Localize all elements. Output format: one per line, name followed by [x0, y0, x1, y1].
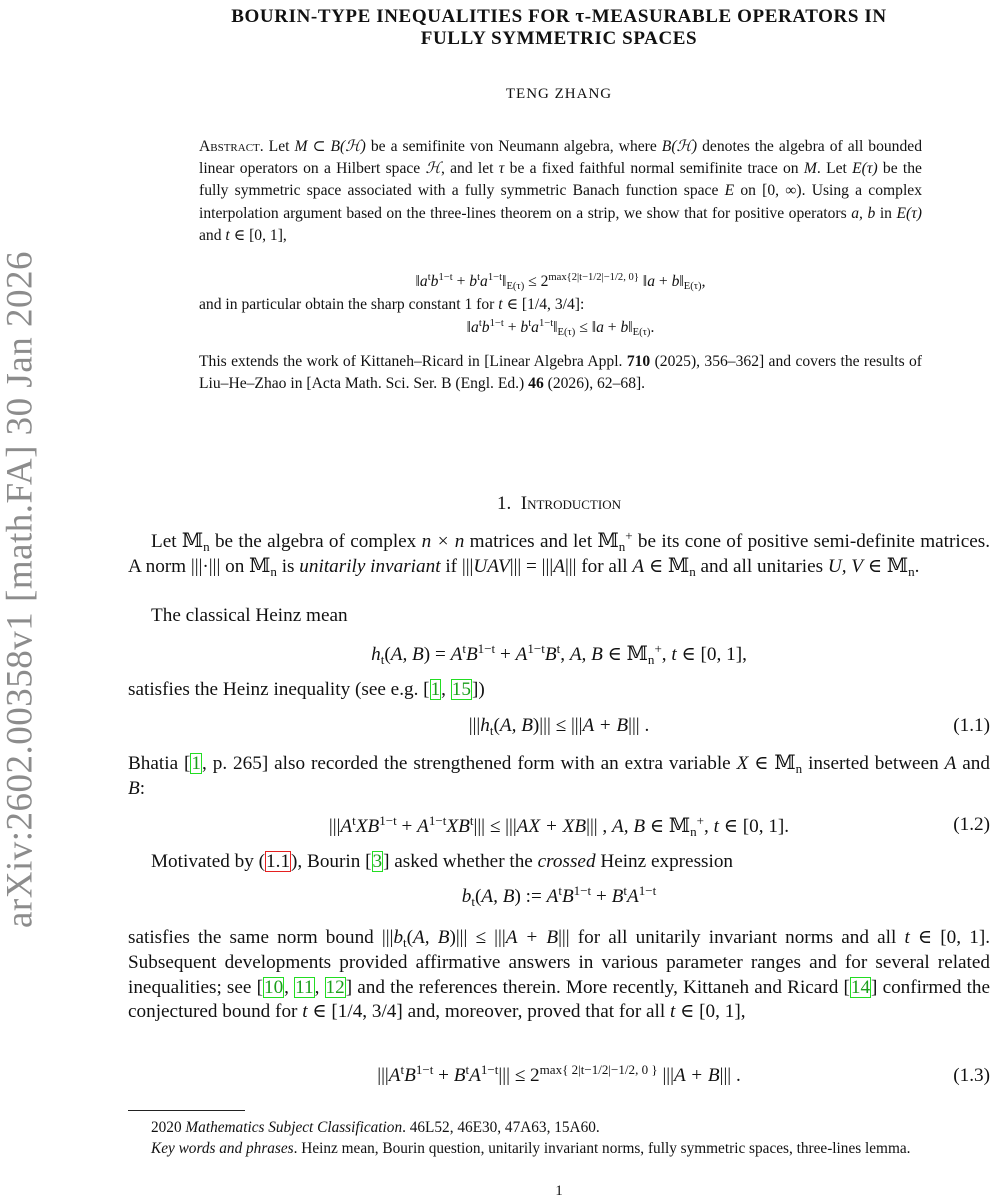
text-run: ‖ — [502, 273, 507, 290]
math: B — [561, 886, 574, 907]
text-run: , — [661, 644, 672, 665]
text-run: ‖ — [553, 319, 558, 336]
superscript: + — [625, 527, 633, 543]
text-run: )||| ≤ ||| — [532, 715, 583, 736]
math: A + B — [582, 715, 629, 736]
superscript: 1−t — [527, 640, 545, 656]
superscript: t — [558, 882, 562, 898]
equation-crossed-heinz — [128, 882, 990, 909]
text-run: + — [503, 319, 521, 336]
math: B(ℋ) — [661, 138, 698, 155]
math: M ⊂ B(ℋ) — [294, 138, 366, 155]
subscript: E(τ) — [632, 327, 651, 339]
math: A — [388, 1065, 401, 1086]
text-run: on [0, ∞). Using a complex interpolation argument based on the three-lines theorem on a strip, we show that for positive operators — [199, 182, 923, 222]
text-run: (2025), 356–362] and covers the results of Liu–He–Zhao in [Acta Math. Sci. Ser. B (Engl. Ed.) — [199, 353, 923, 393]
math: A — [944, 753, 957, 774]
text-run: ) := — [514, 886, 547, 907]
text-run: + — [433, 1065, 454, 1086]
math: t — [904, 927, 910, 948]
text-run: and — [956, 753, 990, 774]
math: t — [671, 644, 677, 665]
subscript: n — [618, 538, 626, 554]
math: A — [417, 816, 429, 837]
text-run: ‖ — [415, 273, 420, 290]
emphasis: unitarily invariant — [299, 555, 441, 577]
citation-link[interactable]: 10 — [263, 976, 284, 998]
equation-number: (1.3) — [953, 1065, 990, 1086]
math: A — [546, 886, 559, 907]
math: n × n — [421, 531, 465, 552]
text-run: be its cone of positive semi-definite matrices. A norm |||·||| on 𝕄 — [128, 531, 990, 577]
intro-paragraph-6 — [128, 926, 990, 1025]
superscript: 1−t — [573, 882, 592, 898]
citation-link[interactable]: 3 — [372, 851, 383, 872]
text-run: This extends the work of Kittaneh–Ricard in [Linear Algebra Appl. — [199, 353, 627, 370]
text-run: Let — [263, 138, 295, 155]
math: a — [647, 273, 655, 290]
math: b — [430, 273, 439, 290]
text-run: ∈ 𝕄 — [863, 555, 909, 577]
math: t — [498, 296, 503, 313]
superscript: t — [528, 318, 532, 330]
superscript: t — [462, 640, 466, 656]
math: a — [471, 319, 479, 336]
superscript: t — [478, 318, 482, 330]
equation-1-1-body — [469, 715, 650, 736]
text-run: denotes the algebra of all bounded linear operators on a Hilbert space — [199, 138, 922, 178]
math: A + B — [673, 1065, 720, 1086]
text-run: , — [701, 273, 706, 290]
text-run: , — [314, 976, 325, 998]
superscript: 1−t — [538, 318, 554, 330]
text-run: and all unitaries — [695, 555, 828, 577]
text-run: ||| — [468, 715, 481, 736]
page-number: 1 — [555, 1183, 563, 1199]
math: A — [626, 886, 639, 907]
subscript: t — [380, 651, 385, 667]
subscript: t — [489, 722, 494, 738]
equation-1-2 — [128, 814, 990, 838]
text-run: , — [704, 816, 714, 837]
author: TENG ZHANG — [505, 86, 613, 102]
text-run: be a fixed faithful normal semifinite trace on — [504, 160, 804, 178]
citation-link[interactable]: 12 — [325, 976, 345, 998]
text-run: (2026), 62–68]. — [543, 375, 646, 393]
text-run: The classical Heinz mean — [151, 605, 348, 626]
math: b — [469, 273, 478, 290]
subscript: t — [471, 893, 475, 909]
math: XB — [446, 816, 470, 837]
emphasis: Mathematics Subject Classification — [185, 1119, 403, 1136]
text-run: , — [560, 644, 570, 665]
math: A — [515, 644, 528, 665]
text-run: ∈ [0, 1]. Subsequent developments provided affirmative answers in various parameter ranges and for several related inequalities; see [ — [128, 927, 991, 998]
math: τ — [498, 160, 505, 178]
text-run: matrices and let 𝕄 — [464, 531, 619, 552]
paper-title — [128, 6, 990, 50]
math: A — [469, 1065, 481, 1086]
citation-link[interactable]: 11 — [295, 976, 314, 998]
citation-link[interactable]: 1 — [430, 679, 441, 700]
subscript: n — [795, 760, 803, 776]
superscript: t — [469, 812, 474, 828]
math: M — [803, 160, 817, 178]
text-run: Let 𝕄 — [151, 531, 204, 552]
subscript: n — [689, 563, 696, 579]
subscript: E(τ) — [506, 281, 525, 293]
math: a — [531, 319, 539, 336]
math: a — [419, 273, 428, 290]
math: B — [465, 644, 478, 665]
superscript: + — [696, 812, 705, 828]
text-run: 2020 — [151, 1119, 186, 1136]
text-run: ||| for all unitarily invariant norms and all — [558, 927, 905, 948]
math: A, B — [612, 816, 646, 837]
text-run: Bhatia [ — [128, 753, 191, 774]
citation-link[interactable]: 14 — [850, 976, 871, 998]
text-run: ), Bourin [ — [291, 851, 372, 872]
superscript: t — [465, 1061, 470, 1077]
math: E(τ) — [852, 160, 878, 178]
equation-1-3 — [128, 1061, 990, 1087]
superscript: 1−t — [428, 812, 447, 828]
math: B — [453, 1065, 466, 1086]
abstract-equation-1 — [199, 271, 922, 293]
equation-number: (1.2) — [953, 814, 990, 835]
math: B — [128, 777, 140, 799]
math: A, B — [499, 715, 533, 736]
text-run: in — [875, 204, 897, 222]
text-run: + — [495, 644, 516, 665]
arxiv-stamp: arXiv:2602.00358v1 [math.FA] 30 Jan 2026 — [0, 250, 41, 929]
text-run: . Let — [816, 160, 853, 178]
math: t — [225, 226, 230, 244]
subscript: n — [647, 651, 655, 667]
text-run: and in particular obtain the sharp constant 1 for — [199, 296, 499, 313]
superscript: t — [427, 272, 431, 284]
text-run: ]) — [471, 679, 485, 700]
math: A, B — [481, 886, 515, 907]
math: b — [461, 886, 472, 907]
superscript: 1−t — [415, 1061, 434, 1077]
text-run: . 46L52, 46E30, 47A63, 15A60. — [402, 1119, 600, 1136]
math: A, B — [390, 644, 424, 665]
math: E — [724, 182, 735, 200]
footnote-keywords — [128, 1139, 990, 1160]
text-run: ‖ — [466, 319, 472, 336]
math: b — [481, 319, 490, 336]
bold-text: 710 — [626, 353, 651, 370]
math: h — [371, 644, 381, 665]
text-run: Motivated by ( — [151, 851, 266, 872]
math: B — [611, 886, 624, 907]
text-run: : — [139, 777, 146, 799]
equation-number: (1.1) — [953, 715, 990, 736]
abstract-equation-2 — [199, 317, 922, 339]
text-run: , — [441, 679, 451, 700]
math: h — [480, 715, 490, 736]
text-run: ||| ≤ ||| — [473, 816, 517, 837]
text-run: ‖ — [638, 273, 648, 290]
citation-link[interactable]: 15 — [451, 679, 471, 700]
text-run: ( — [475, 886, 482, 907]
text-run: ||| ≤ 2 — [498, 1065, 540, 1086]
math: t — [670, 1001, 676, 1023]
math: A + B — [505, 927, 559, 948]
math: A — [632, 555, 645, 577]
superscript: t — [477, 272, 481, 284]
emphasis: Key words and phrases — [151, 1140, 294, 1157]
text-run: ] asked whether the — [383, 851, 538, 872]
section-number: 1. — [497, 493, 512, 514]
text-run: ‖ — [628, 319, 633, 336]
text-run: ∈ [0, 1], — [229, 226, 287, 244]
math: a — [480, 273, 488, 290]
subscript: t — [403, 934, 407, 950]
text-run: + — [654, 273, 672, 290]
text-run: ∈ 𝕄 — [748, 753, 796, 774]
text-run: ≤ 2 — [524, 273, 549, 290]
text-run: Heinz expression — [595, 851, 734, 872]
text-run: ≤ ‖ — [575, 319, 597, 336]
text-run: ( — [493, 715, 500, 736]
text-run: ||| . — [719, 1065, 741, 1086]
math: a, b — [851, 204, 876, 222]
text-run: ∈ [0, 1]. — [718, 816, 790, 837]
footnote-msc — [128, 1118, 990, 1139]
text-run: , and let — [440, 160, 499, 178]
text-run: . — [914, 555, 920, 577]
text-run: ∈ 𝕄 — [645, 816, 691, 837]
citation-link[interactable]: 1 — [191, 753, 201, 774]
intro-paragraph-3 — [128, 678, 990, 703]
text-run: + — [603, 319, 621, 336]
math: B — [404, 1065, 416, 1086]
math: AX + XB — [516, 816, 587, 837]
subscript: n — [203, 538, 210, 554]
section-title: Introduction — [520, 493, 621, 514]
text-run: ( — [406, 927, 414, 948]
subscript: E(τ) — [557, 327, 576, 339]
small-caps-label: Abstract. — [199, 138, 264, 155]
intro-paragraph-2 — [128, 604, 990, 629]
superscript: t — [556, 640, 561, 656]
text-run: + — [452, 273, 470, 290]
text-run: ||| — [328, 816, 341, 837]
abstract-paragraph-1 — [199, 136, 922, 247]
footnote-rule — [128, 1110, 245, 1111]
text-run: and — [199, 226, 226, 244]
title-line-2: FULLY SYMMETRIC SPACES — [420, 28, 698, 49]
abstract-paragraph-2 — [199, 294, 922, 316]
intro-paragraph-5 — [128, 850, 990, 875]
math: b — [671, 273, 680, 290]
math: A — [553, 555, 565, 577]
text-run: ) = — [423, 644, 451, 665]
text-run: ∈ [0, 1], — [675, 1001, 746, 1023]
superscript: t — [400, 1061, 405, 1077]
subscript: n — [690, 823, 697, 839]
emphasis: crossed — [537, 851, 596, 872]
text-run: if ||| — [440, 555, 474, 577]
equation-1-1 — [128, 715, 990, 737]
math: A, B — [569, 644, 603, 665]
text-run: ||| for all — [564, 555, 633, 577]
text-run: ‖ — [679, 273, 684, 290]
math: XB — [355, 816, 380, 837]
subscript: E(τ) — [683, 281, 702, 293]
math: b — [520, 319, 529, 336]
math: B — [544, 644, 557, 665]
text-run: . Heinz mean, Bourin question, unitarily invariant norms, fully symmetric spaces, three-lines lemma. — [293, 1140, 911, 1157]
superscript: max{ 2|t−1/2|−1/2, 0 } — [539, 1061, 658, 1077]
math: UAV — [473, 555, 510, 577]
math: E(τ) — [896, 204, 922, 222]
text-run: be the algebra of complex — [209, 531, 422, 552]
text-run: ] confirmed the conjectured bound for — [128, 976, 991, 1023]
bold-text: 46 — [528, 375, 544, 393]
math: A, B — [413, 927, 450, 948]
equation-1-2-body — [328, 812, 790, 839]
text-run: )||| ≤ ||| — [449, 927, 506, 948]
text-run: ∈ [1/4, 3/4] and, moreover, proved that for all — [307, 1001, 671, 1023]
equation-1-3-body — [377, 1061, 741, 1086]
text-run: ∈ 𝕄 — [644, 555, 690, 577]
math: A — [340, 816, 353, 837]
text-run: ||| — [377, 1065, 389, 1086]
math: t — [713, 816, 719, 837]
superscript: 1−t — [477, 640, 496, 656]
text-run: ∈ [0, 1], — [676, 644, 747, 665]
equation-heinz-mean — [128, 642, 990, 666]
superscript: t — [352, 812, 356, 828]
text-run: ||| = ||| — [509, 555, 554, 577]
text-run: is — [276, 555, 300, 577]
text-run: + — [591, 886, 612, 907]
math: a — [596, 319, 604, 336]
subscript: n — [270, 563, 277, 579]
superscript: 1−t — [480, 1061, 499, 1077]
superscript: 1−t — [487, 272, 503, 284]
section-heading — [128, 493, 990, 515]
text-run: ||| . — [628, 715, 650, 736]
text-run: ∈ 𝕄 — [602, 644, 648, 665]
math: t — [302, 1001, 308, 1023]
text-run: satisfies the Heinz inequality (see e.g. [ — [128, 679, 430, 700]
superscript: t — [623, 882, 627, 898]
equation-ref-link[interactable]: 1.1 — [266, 851, 291, 872]
superscript: max{2|t−1/2|−1/2, 0} — [548, 272, 639, 284]
text-run: . — [650, 319, 655, 336]
math: b — [620, 319, 629, 336]
superscript: + — [654, 640, 662, 656]
text-run: , — [284, 976, 295, 998]
math: ℋ — [425, 160, 441, 178]
subscript: n — [908, 563, 915, 579]
math: U, V — [827, 555, 864, 577]
math: X — [736, 753, 749, 774]
title-line-1: BOURIN-TYPE INEQUALITIES FOR τ-MEASURABLE OPERATORS IN — [231, 6, 887, 27]
superscript: 1−t — [379, 812, 397, 828]
abstract-paragraph-3 — [199, 351, 922, 395]
intro-paragraph-1 — [128, 527, 990, 580]
text-run: ] and the references therein. More recently, Kittaneh and Ricard [ — [345, 976, 850, 998]
text-run: ||| , — [586, 816, 613, 837]
text-run: , p. 265] also recorded the strengthened form with an extra variable — [202, 753, 737, 774]
superscript: 1−t — [638, 882, 657, 898]
math: A — [450, 644, 463, 665]
text-run: satisfies the same norm bound ||| — [128, 927, 394, 948]
text-run: be the fully symmetric space associated with a fully symmetric Banach function space — [199, 160, 922, 200]
math: b — [393, 927, 404, 948]
text-run: inserted between — [802, 753, 945, 774]
superscript: 1−t — [438, 272, 453, 284]
text-run: ||| — [657, 1065, 674, 1086]
text-run: ( — [384, 644, 391, 665]
text-run: ∈ [1/4, 3/4]: — [502, 296, 585, 313]
text-run: be a semifinite von Neumann algebra, where — [365, 138, 662, 155]
intro-paragraph-4 — [128, 752, 990, 802]
superscript: 1−t — [489, 318, 504, 330]
text-run: + — [396, 816, 418, 837]
